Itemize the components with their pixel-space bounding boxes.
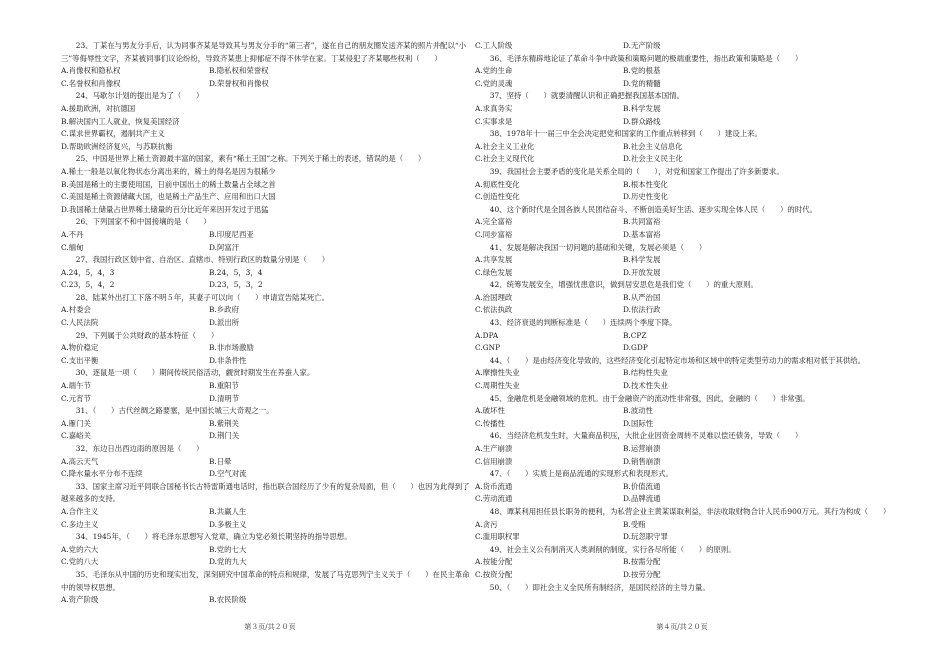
option-a: A.高云天气 [61, 456, 99, 466]
question-stem: 31、（ ）古代丝绸之路要塞，是中国长城三大奇观之一。 [61, 406, 274, 416]
option-d: D.历史性变化 [623, 192, 668, 202]
option-b: B.从严治国 [623, 292, 661, 302]
question-43 [475, 317, 888, 355]
option-c: C.嘉峪关 [61, 431, 91, 441]
options-group [61, 103, 474, 153]
option-d: D.群众路线 [623, 116, 661, 126]
option-d: D.党的九大 [209, 557, 247, 567]
options-group [475, 443, 888, 468]
options-group [61, 544, 474, 569]
page-number-left: 第３页/共２０页 [244, 623, 296, 631]
question-26 [61, 216, 474, 254]
option-c: C.元宵节 [61, 393, 91, 403]
question-stem: 43、经济衰退的判断标准是（ ）连续两个季度下降。 [475, 318, 677, 328]
question-42 [475, 279, 888, 317]
option-a: A.党的生命 [475, 66, 513, 76]
option-b: B.共赢人生 [209, 506, 247, 516]
option-b: B.科学发展 [623, 255, 661, 265]
option-a: A.DPA [475, 330, 499, 340]
option-c: C.多边主义 [61, 519, 99, 529]
options-group [61, 418, 474, 443]
question-stem: 30、逐鼠是一项（ ）期间传统民俗活动，觑赏时期发生在养蚕人家。 [61, 368, 315, 378]
question-50 [475, 582, 888, 595]
options-group [61, 65, 474, 90]
options-group [61, 380, 474, 405]
options-group [475, 330, 888, 355]
option-d: D.玩忽职守罪 [623, 532, 668, 542]
option-c: C.党的灵魂 [475, 78, 513, 88]
option-b: B.CPZ [623, 330, 647, 340]
question-stem: 47、（ ）实质上是商品流通的实现形式和表现形式。 [475, 469, 673, 479]
option-d: D.荣誉权和肖像权 [209, 78, 269, 88]
option-a: A.共享发展 [475, 255, 513, 265]
option-a: A.治国理政 [475, 292, 513, 302]
option-d: D.清明节 [209, 393, 240, 403]
question-stem: 26、下列国家不和中国接壤的是（ ） [61, 217, 211, 227]
options-group [475, 519, 888, 544]
option-c: C.支出平衡 [61, 355, 99, 365]
option-d: D.技术性失业 [623, 381, 668, 391]
options-group [475, 65, 888, 90]
question-44 [475, 355, 888, 393]
question-37 [475, 90, 888, 128]
option-b: B.紫荆关 [209, 418, 239, 428]
option-d: D.非条件性 [209, 355, 247, 365]
page-number-right: 第４页/共２０页 [656, 623, 708, 631]
options-group [475, 254, 888, 279]
question-41 [475, 242, 888, 280]
option-b: B.日晕 [209, 456, 232, 466]
option-c: C.名誉权和肖像权 [61, 78, 121, 88]
option-b: B.美国是稀土的主要使用国，日前中国出土的稀土数量占全球之首 [61, 179, 276, 189]
option-b: B.科学发展 [623, 103, 661, 113]
option-c: C.创造性变化 [475, 192, 520, 202]
question-36 [475, 53, 888, 91]
option-c: C.降水量水平分布不连续 [61, 469, 143, 479]
option-d: D.开放发展 [623, 267, 661, 277]
options-group [475, 216, 888, 241]
option-b: D.无产阶级 [623, 41, 661, 50]
option-b: B.社会主义信息化 [623, 141, 683, 151]
option-c: C.按资分配 [475, 569, 513, 579]
option-d: D.帮助欧洲经济复兴，与苏联抗衡 [61, 141, 173, 151]
option-b: B.隐私权和荣誉权 [209, 66, 269, 76]
question-stem: 24、马歇尔计划的提出是为了（ ） [61, 91, 204, 101]
option-b: B.重阳节 [209, 381, 239, 391]
question-stem: 42、统筹发展安全，增强忧患意识，做到居安思危是我们党（ ）的重大原则。 [475, 280, 758, 290]
option-b: B.解决国内工人就业，恢复美国经济 [61, 116, 180, 126]
question-40 [475, 204, 888, 242]
options-group [61, 342, 474, 367]
question-stem: 39、我国社会主要矛盾的变化是关系全局的（ ），对党和国家工作提出了许多新要求。 [475, 166, 784, 176]
option-d: D.荆门关 [209, 431, 240, 441]
option-b: B.波动性 [623, 406, 653, 416]
question-28 [61, 292, 474, 330]
option-a: A.雁门关 [61, 418, 91, 428]
question-stem: 34、1945年，（ ）将毛泽东思想写入党章，确立为党必须长期坚持的指导思想。 [61, 532, 352, 542]
question-stem: 45、金融危机是金融领域的危机。由于金融资产的流动性非常强，因此，金融的（ ）非常强。 [475, 393, 810, 403]
options-group [61, 304, 474, 329]
question-stem: 50、（ ）即社会主义全民所有制经济，是国民经济的主导力量。 [475, 582, 710, 592]
options-group [61, 267, 474, 292]
question-30 [61, 367, 474, 405]
question-29 [61, 330, 474, 368]
question-stem: 46、当经济危机发生时，大量商品积压，大批企业因资金周转不灵难以偿还债务，导致（ ） [475, 431, 803, 441]
option-b: B.印度尼西亚 [209, 229, 254, 239]
option-c: C.信用崩溃 [475, 456, 513, 466]
option-c: C.依法执政 [475, 305, 513, 315]
question-stem: 44、（ ）是由经济变化导致的，这些经济变化引起特定市场和区域中的特定类型劳动力的需求相对低于其供给。 [475, 355, 866, 365]
option-d: D.我国稀土储量占世界稀土储量的百分比近年来因开发过于迅猛 [61, 204, 269, 214]
option-a: A.端午节 [61, 381, 91, 391]
option-c: C.周期性失业 [475, 381, 520, 391]
option-d: D.GDP [623, 343, 648, 353]
question-stem: 41、发展是解决我国一切问题的基础和关键，发展必须是（ ） [475, 242, 707, 252]
question-stem: 29、下列属于公共财政的基本特征（ ） [61, 330, 219, 340]
options-group [61, 456, 474, 481]
question-38 [475, 128, 888, 166]
option-a: A.求真务实 [475, 103, 513, 113]
option-a: A.完全富裕 [475, 217, 513, 227]
option-c: C.人民法院 [61, 318, 99, 328]
option-a: A.党的六大 [61, 544, 99, 554]
question-39 [475, 166, 888, 204]
options-group [475, 40, 888, 53]
question-stem: 37、坚持（ ）就要清醒认识和正确把握我国基本国情。 [475, 91, 684, 101]
option-c: C.绿色发展 [475, 267, 513, 277]
question-47 [475, 468, 888, 506]
option-b: B.按需分配 [623, 557, 661, 567]
option-b: B.共同富裕 [623, 217, 661, 227]
question-stem: 49、社会主义公有制消灭人类剥削的制度，实行各尽所能（ ）的原则。 [475, 544, 736, 554]
question-stem: 48、谭某利用担任县长职务的便利，为私营企业主黄某谋取利益，非法收取财物合计人民币900万元。其行为构成（ ） [475, 506, 891, 516]
option-b: B.乡政府 [209, 305, 239, 315]
option-a: A.彻底性变化 [475, 179, 520, 189]
question-33 [61, 481, 474, 531]
option-b: B.运营崩溃 [623, 444, 661, 453]
option-a: A.摩擦性失业 [475, 368, 520, 378]
option-a: A.村委会 [61, 305, 91, 315]
options-group [61, 506, 474, 531]
question-48 [475, 506, 891, 544]
options-group [61, 594, 474, 607]
option-c: C.GNP [475, 343, 501, 353]
option-d: D.23，5，3，2 [209, 280, 263, 290]
question-stem: 27、我国行政区划中省、自治区、直辖市、特别行政区的数量分别是（ ） [61, 255, 330, 265]
options-group [475, 556, 888, 581]
option-a: A.资产阶级 [61, 595, 99, 605]
question-stem: 32、东边日出西边雨的原因是（ ） [61, 444, 204, 453]
option-c: C.同步富裕 [475, 229, 513, 239]
question-stem: 28、陆某外出打工下落不明５年，其妻子可以向（ ）申请宣告陆某死亡。 [61, 292, 330, 302]
question-32 [61, 443, 474, 481]
option-c: C.社会主义现代化 [475, 154, 535, 164]
option-a: C.工人阶级 [475, 41, 513, 50]
option-c: C.谋求世界霸权，遏制共产主义 [61, 129, 165, 139]
question-stem: 40、这个新时代是全国各族人民团结奋斗、不断创造美好生活、逐步实现全体人民（ ）的时代。 [475, 204, 817, 214]
option-d: D.多极主义 [209, 519, 247, 529]
option-c: C.23，5，4，2 [61, 280, 115, 290]
question-stem: 25、中国是世界上稀土资源最丰富的国家，素有“稀土王国”之称。下列关于稀土的表述，错误的是（ ） [61, 154, 426, 164]
question-49 [475, 544, 888, 582]
question-27 [61, 254, 474, 292]
options-group [475, 141, 888, 166]
option-a: A.肖像权和隐私权 [61, 66, 121, 76]
left-page-column [61, 40, 474, 620]
option-d: D.阿富汗 [209, 242, 240, 252]
option-d: D.空气对流 [209, 469, 247, 479]
option-a: A.货币流通 [475, 481, 513, 491]
option-a: A.物价稳定 [61, 343, 99, 353]
question-35c [475, 40, 888, 53]
options-group [475, 103, 888, 128]
option-d: D.国际性 [623, 418, 654, 428]
option-d: D.派出所 [209, 318, 240, 328]
question-23 [61, 40, 474, 90]
option-b: B.农民阶级 [209, 595, 247, 605]
option-b: B.党的七大 [209, 544, 247, 554]
option-a: A.社会主义工业化 [475, 141, 535, 151]
options-group [475, 481, 888, 506]
option-d: D.基本富裕 [623, 229, 661, 239]
question-stem: 36、毛泽东精辟地论证了革命斗争中政策和策略问题的极端重要性，指出政策和策略是（ ） [475, 53, 803, 63]
option-a: A.24，5，4，3 [61, 267, 115, 277]
option-d: D.党的精髓 [623, 78, 661, 88]
option-c: C.滥用职权罪 [475, 532, 520, 542]
question-46 [475, 430, 888, 468]
option-b: B.结构性失业 [623, 368, 668, 378]
option-b: B.24，5，3，4 [209, 267, 263, 277]
question-24 [61, 90, 474, 153]
option-a: A.贪污 [475, 519, 498, 529]
option-c: C.劳动流通 [475, 494, 513, 504]
option-a: A.稀土一般是以氧化物状态分离出来的，稀土的得名是因为很稀少 [61, 166, 276, 176]
question-stem: 35、毛泽东从中国的历史和现实出发，深刻研究中国革命的特点和规律，发展了马克思列宁主义关于（ ）在民主革命中的领导权思想。 [61, 569, 470, 592]
question-31 [61, 405, 474, 443]
option-a: A.援助欧洲，对抗德国 [61, 103, 136, 113]
option-d: D.品牌流通 [623, 494, 661, 504]
option-a: A.不丹 [61, 229, 84, 239]
option-b: B.非市场激励 [209, 343, 254, 353]
option-b: B.根本性变化 [623, 179, 668, 189]
option-d: D.依法行政 [623, 305, 661, 315]
options-group [475, 292, 888, 317]
option-a: A.合作主义 [61, 506, 99, 516]
question-stem: 33、国家主席习近平同联合国秘书长古特雷斯通电话时，指出联合国经历了少有的复杂局面，但（ ）也因为此得到了越来越多的支持。 [61, 481, 470, 504]
option-c: C.实事求是 [475, 116, 513, 126]
option-b: B.价值流通 [623, 481, 661, 491]
option-b: B.受贿 [623, 519, 646, 529]
option-b: B.党的根基 [623, 66, 661, 76]
option-c: C.党的八大 [61, 557, 99, 567]
options-group [61, 229, 474, 254]
option-a: A.破坏性 [475, 406, 505, 416]
option-c: C.美国是稀土资源储藏大国，也是稀土产品生产、应用和出口大国 [61, 192, 276, 202]
option-c: C.传播性 [475, 418, 505, 428]
options-group [61, 166, 474, 216]
question-45 [475, 393, 888, 431]
question-35 [61, 569, 474, 607]
option-c: C.缅甸 [61, 242, 84, 252]
option-d: D.社会主义民主化 [623, 154, 683, 164]
question-34 [61, 531, 474, 569]
options-group [475, 405, 888, 430]
options-group [475, 179, 888, 204]
question-25 [61, 153, 474, 216]
option-a: A.生产崩溃 [475, 444, 513, 453]
option-a: A.按能分配 [475, 557, 513, 567]
option-d: D.销售崩溃 [623, 456, 661, 466]
right-page-column [475, 40, 891, 620]
option-d: D.按劳分配 [623, 569, 661, 579]
question-stem: 38、1978年十一届三中全会决定把党和国家的工作重点转移到（ ）建设上来。 [475, 129, 762, 139]
question-stem: 23、丁某在与男友分手后，认为同事齐某是导致其与男友分手的“第三者”，遂在自己的朋友圈发送齐某的照片并配以“小三”等侮辱性文字，齐某被同事们议论纷纷，导致齐某患上抑郁症不得不休学在家。丁某侵犯了齐某哪些权利（ ） [61, 41, 467, 63]
options-group [475, 367, 888, 392]
